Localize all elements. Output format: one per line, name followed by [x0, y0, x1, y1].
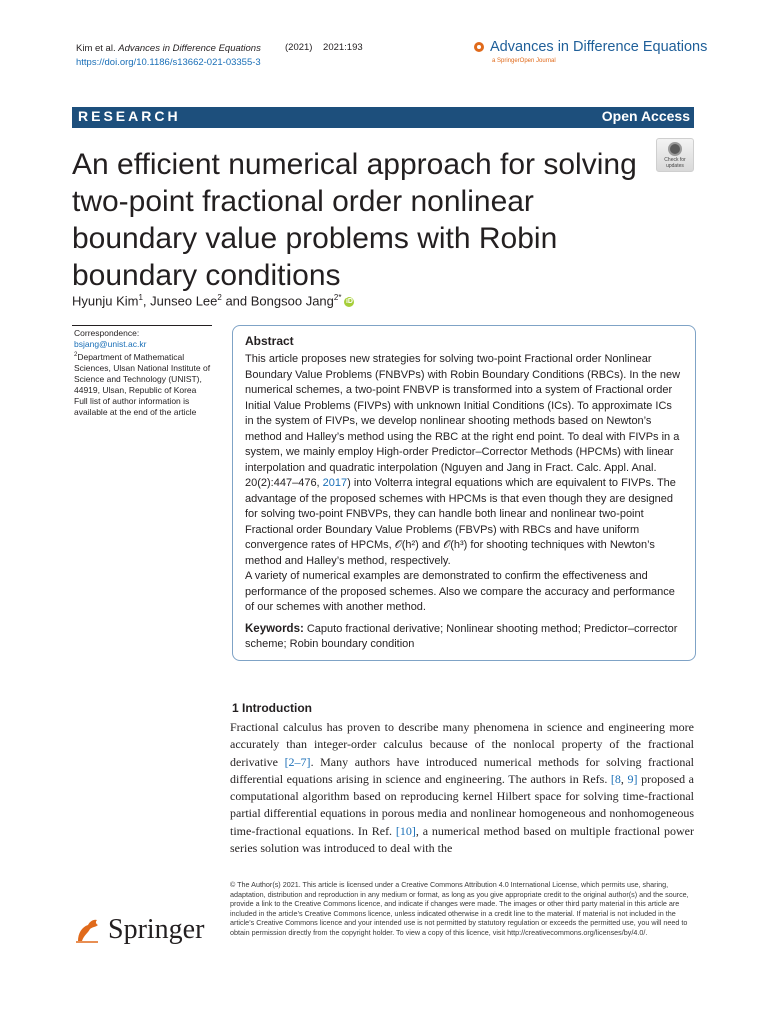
affiliation-sup: 2	[74, 352, 78, 358]
keywords	[245, 622, 683, 653]
convergence-order: 𝒪(h²)	[394, 539, 419, 551]
reference-link[interactable]: 2017	[322, 477, 348, 489]
abstract-text-part: ) into Volterra integral equations which are equivalent to FIVPs. The advantage of the proposed schemes with HPCMs is that even though they are designed for solving two-point FNBVPs, they can handle both linear and nonlinear two-point Fractional order Boundary Value Problems (FBVPs) with RBCs and have uniform convergence rates of HPCMs,	[245, 477, 676, 551]
author-separator: ,	[142, 293, 151, 309]
abstract-text-2: A variety of numerical examples are demonstrated to confirm the effectiveness and performance of the proposed schemes. Also we compare the accuracy and performance of our schemes with another method.	[245, 570, 675, 613]
sidebar-divider	[72, 325, 212, 326]
author-affil: 2*	[333, 293, 342, 302]
citation-journal: Advances in Difference Equations	[118, 43, 261, 54]
intro-text: Fractional calculus has proven to describe many phenomena in science and engineering more accurately than integer-order calculus because of the nonlocal property of the fractional derivative	[230, 720, 694, 769]
citation-link[interactable]: [8	[610, 771, 621, 786]
abstract-heading: Abstract	[245, 334, 294, 348]
correspondence-label: Correspondence:	[74, 328, 140, 338]
bookmark-icon	[668, 142, 682, 156]
intro-text: ,	[620, 771, 628, 786]
affiliation	[74, 350, 214, 396]
intro-text: , a numerical method based on multiple fractional power series solution was introduced to deal with the	[230, 823, 695, 856]
abstract-text-part: and	[418, 539, 444, 551]
author-name[interactable]: Junseo Lee	[150, 293, 218, 309]
article-id: 2021:193	[323, 42, 363, 53]
journal-brand-sub: a SpringerOpen Journal	[492, 58, 556, 64]
check-for-updates-label: Check for updates	[664, 157, 686, 169]
abstract-text	[245, 352, 683, 569]
article-title: An efficient numerical approach for solving two-point fractional order nonlinear boundary value problems with Robin boundary conditions	[72, 148, 637, 292]
journal-brand-name: Advances in Difference Equations	[490, 39, 708, 55]
intro-text: proposed a computational algorithm based on reproducing kernel Hilbert space for solving time-fractional partial differential equations in porous media and nonlinear homogeneous and nonhomogeneous time-fractional equations. In Ref.	[230, 771, 694, 838]
keywords-text: Caputo fractional derivative; Nonlinear shooting method; Predictor–corrector scheme; Robin boundary condition	[245, 622, 678, 650]
check-for-updates-button[interactable]	[656, 138, 694, 172]
abstract-box	[232, 325, 696, 661]
running-header	[76, 42, 261, 70]
intro-paragraph	[230, 719, 694, 857]
author-list	[72, 293, 354, 308]
intro-text: . Many authors have introduced numerical methods for solving fractional differential equations arising in science and engineering. The authors in Refs.	[230, 754, 694, 786]
citation-authors: Kim et al.	[76, 43, 116, 54]
citation-year-id	[285, 42, 363, 53]
article-type-label: RESEARCH	[78, 108, 181, 124]
citation-link[interactable]: [2–7]	[284, 754, 311, 769]
citation-year: (2021)	[285, 42, 313, 53]
author-name[interactable]: Bongsoo Jang	[250, 293, 334, 309]
orcid-icon[interactable]: iD	[345, 297, 353, 305]
license-text: © The Author(s) 2021. This article is licensed under a Creative Commons Attribution 4.0 International License, which permits use, sharing, adaptation, distribution and reproduction in any medium or format, as long as you give appropriate credit to the original author(s) and the source, provide a link to the Creative Commons licence, and indicate if changes were made. The images or other third party material in this article are included in the article’s Creative Commons licence, unless indicated otherwise in a credit line to the material. If material is not included in the article’s Creative Commons licence and your intended use is not permitted by statutory regulation or exceeds the permitted use, you will need to obtain permission directly from the copyright holder. To view a copy of this licence, visit http://creativecommons.org/licenses/by/4.0/.	[230, 880, 689, 937]
citation-link[interactable]: [10]	[395, 823, 416, 838]
author-affil: 2	[217, 293, 222, 302]
convergence-order: 𝒪(h³)	[443, 539, 468, 551]
abstract-text-part: for shooting techniques with Newton’s method and Halley’s method, respectively.	[245, 539, 655, 567]
springeropen-icon	[474, 42, 484, 52]
publisher-name: Springer	[108, 914, 205, 945]
citation-link[interactable]: 9]	[627, 771, 638, 786]
author-separator: and	[221, 293, 251, 309]
author-name[interactable]: Hyunju Kim	[72, 293, 139, 309]
journal-brand[interactable]	[474, 39, 707, 55]
affiliation-text: Department of Mathematical Sciences, Ulsan National Institute of Science and Technology (UNIST), 44919, Ulsan, Republic of Korea	[74, 351, 211, 395]
author-affil: 1	[138, 293, 143, 302]
correspondence-sidebar	[74, 328, 214, 418]
section-heading: 1 Introduction	[232, 701, 312, 715]
springer-horse-icon	[72, 915, 102, 945]
springer-logo	[72, 914, 204, 946]
abstract-text-part: This article proposes new strategies for solving two-point Fractional order Nonlinear Boundary Value Problems (FNBVPs) with Robin Boundary Conditions (RBCs). In the new numerical schemes, a two-point FNBVP is transformed into a system of Fractional order Initial Value Problems (FIVPs) with unknown Initial Conditions (ICs). To approximate ICs in the system of FIVPs, we develop nonlinear shooting methods based on Newton’s method and Halley’s method using the RBC at the right end point. To deal with FIVPs in a system, we mainly employ High-order Predictor–Corrector Methods (HPCMs) with linear interpolation and quadratic interpolation (Nguyen and Jang in Fract. Calc. Appl. Anal. 20(2):447–476,	[245, 353, 681, 489]
keywords-label: Keywords:	[245, 622, 304, 635]
doi-link[interactable]: https://doi.org/10.1186/s13662-021-03355-3	[76, 57, 261, 68]
author-info-note: Full list of author information is available at the end of the article	[74, 395, 197, 417]
correspondence-email[interactable]: bsjang@unist.ac.kr	[74, 339, 147, 349]
open-access-label: Open Access	[601, 108, 690, 124]
